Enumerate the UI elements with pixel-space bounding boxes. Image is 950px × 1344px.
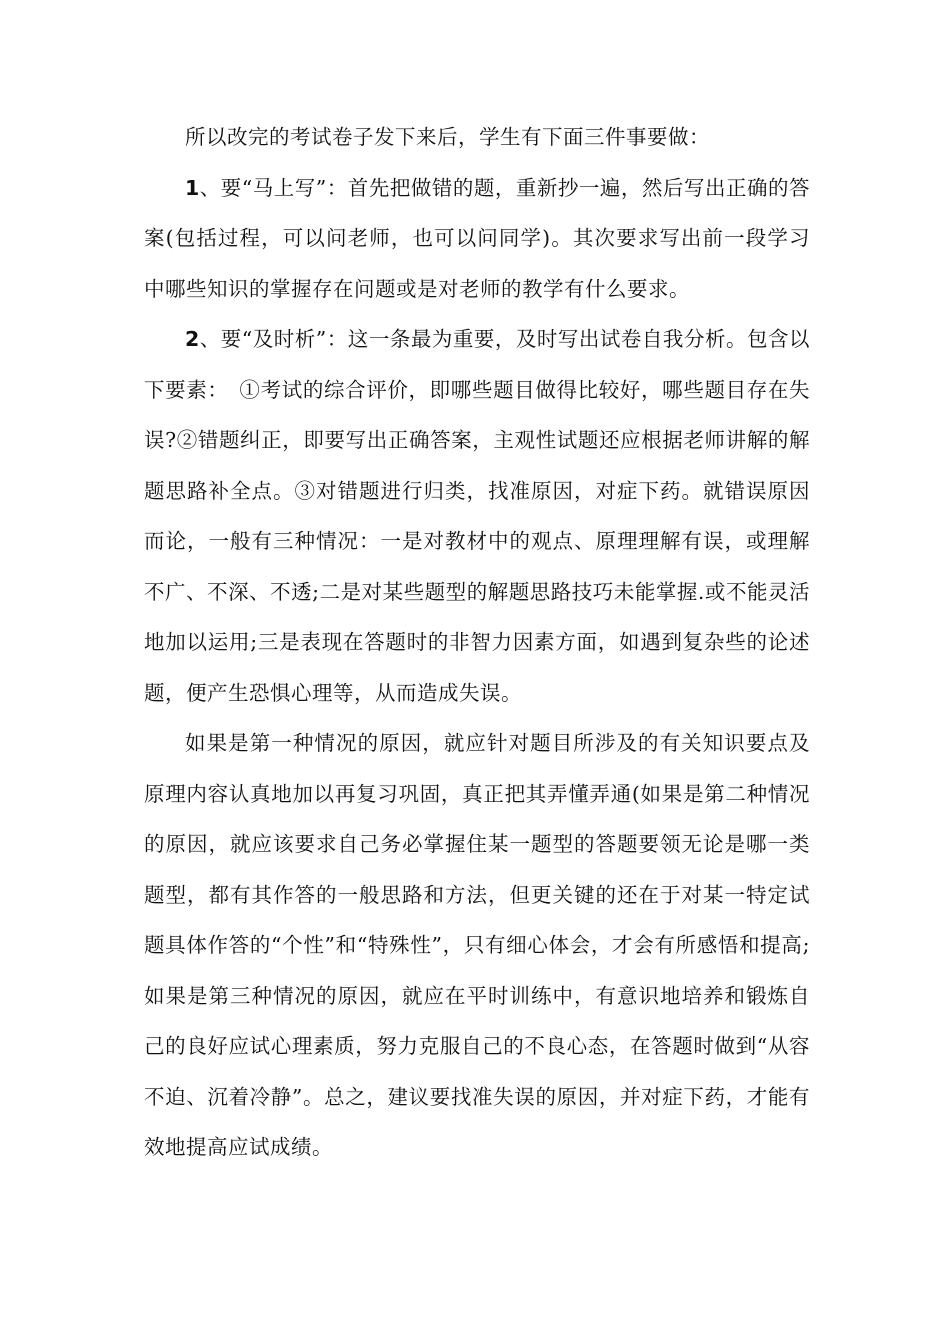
paragraph-text: 所以改完的考试卷子发下来后，学生有下面三件事要做：	[185, 125, 710, 149]
paragraph-intro	[144, 112, 810, 163]
item-number: 1	[185, 175, 200, 200]
paragraph-text: 、要“马上写”：首先把做错的题，重新抄一遍，然后写出正确的答案(包括过程，可以问老师，也可以问同学)。其次要求写出前一段学习中哪些知识的掌握存在问题或是对老师的教学有什么要求。	[144, 175, 810, 301]
paragraph-conclusion	[144, 718, 810, 1173]
paragraph-text: 如果是第一种情况的原因，就应针对题目所涉及的有关知识要点及原理内容认真地加以再复习巩固，真正把其弄懂弄通(如果是第二种情况的原因，就应该要求自己务必掌握住某一题型的答题要领无论是哪一类题型，都有其作答的一般思路和方法，但更关键的还在于对某一特定试题具体作答的“个性”和“特殊性”，只有细心体会，才会有所感悟和提高;如果是第三种情况的原因，就应在平时训练中，有意识地培养和锻炼自己的良好应试心理素质，努力克服自己的不良心态，在答题时做到“从容不迫、沉着冷静”。总之，建议要找准失误的原因，并对症下药，才能有效地提高应试成绩。	[144, 731, 810, 1159]
item-number: 2	[185, 327, 200, 351]
body-text	[144, 112, 810, 1173]
paragraph-item-1	[144, 163, 810, 315]
paragraph-text: 、要“及时析”：这一条最为重要，及时写出试卷自我分析。包含以下要素： ①考试的综合评价，即哪些题目做得比较好，哪些题目存在失误?②错题纠正，即要写出正确答案，主观性试题还应根据老师讲解的解题思路补全点。③对错题进行归类，找准原因，对症下药。就错误原因而论，一般有三种情况：一是对教材中的观点、原理理解有误，或理解不广、不深、不透;二是对某些题型的解题思路技巧未能掌握.或不能灵活地加以运用;三是表现在答题时的非智力因素方面，如遇到复杂些的论述题，便产生恐惧心理等，从而造成失误。	[144, 327, 810, 705]
paragraph-item-2	[144, 314, 810, 718]
